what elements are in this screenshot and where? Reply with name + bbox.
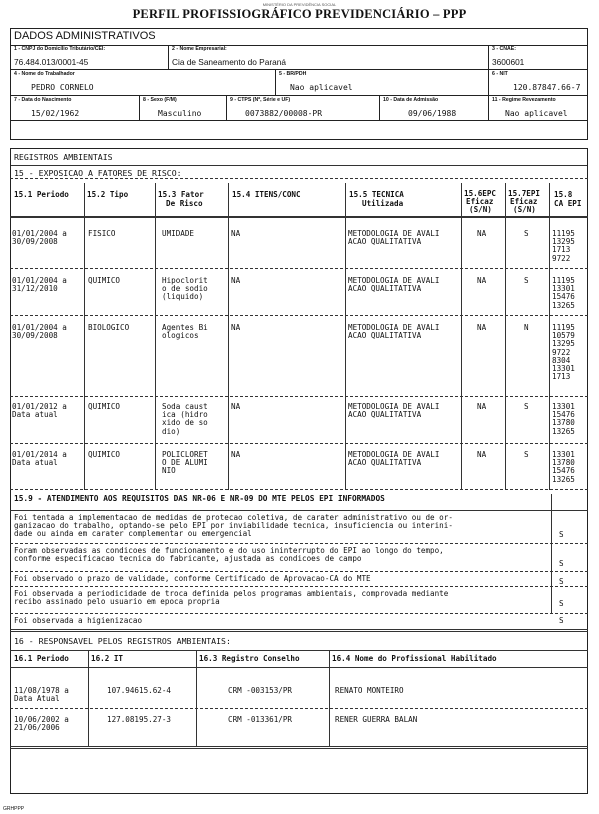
empresa-cell (169, 45, 489, 70)
req3-line (10, 613, 588, 614)
resp1-periodo: 10/06/2002 a 21/06/2006 (14, 715, 69, 733)
row1-itens: NA (231, 276, 241, 285)
resp0-nit: 107.94615.62-4 (107, 686, 172, 695)
row0-periodo: 01/01/2004 a 30/09/2008 (12, 229, 67, 247)
cnae-value: 3600601 (492, 57, 525, 67)
col-epi-header-3: (S/N) (513, 205, 536, 214)
col-ca-header-2: CA EPI (554, 199, 582, 208)
resp-col-nit: 16.2 IT (91, 654, 124, 663)
row1-tecnica: METODOLOGIA DE AVALI ACAO QUALITATIVA (348, 276, 440, 294)
row0-epc: NA (477, 229, 487, 238)
br-value: Nao aplicavel (290, 83, 353, 92)
row2-tipo: BIOLOGICO (88, 323, 130, 332)
resp-bottom-line-2 (10, 748, 588, 749)
req1-line (10, 571, 588, 572)
sec16-title: 16 - RESPONSAVEL PELOS REGISTROS AMBIENTAIS: (14, 636, 231, 646)
cnpj-label: 1 - CNPJ do Domicílio Tributário/CEI: (14, 46, 106, 52)
admissao-cell (380, 96, 489, 121)
col-epc-header-3: (S/N) (469, 205, 492, 214)
row3-tecnica: METODOLOGIA DE AVALI ACAO QUALITATIVA (348, 402, 440, 420)
row1-line (10, 315, 588, 316)
empresa-label: 2 - Nome Empresarial: (172, 46, 227, 52)
admissao-value: 09/06/1988 (408, 109, 457, 118)
sexo-value: Masculino (158, 109, 202, 118)
sec159-line (10, 510, 588, 511)
col-tecnica-header-1: 15.5 TECNICA (349, 190, 404, 199)
sexo-label: 8 - Sexo (F/M) (143, 97, 177, 103)
col-epi-header-2: Eficaz (510, 197, 538, 206)
row0-epi: S (524, 229, 529, 238)
resp0-nome: RENATO MONTEIRO (335, 686, 404, 695)
row1-ca: 11195 13301 15476 13265 (552, 276, 575, 310)
top-note: MINISTÉRIO DA PREVIDÊNCIA SOCIAL (262, 2, 337, 7)
row3-tipo: QUIMICO (88, 402, 121, 411)
req1-text: Foram observadas as condicoes de funcionamento e do uso ininterrupto do EPI ao longo do tempo, conforme especificacao tecnica do fabricante, ajustada as condicoes de campo (14, 546, 444, 564)
row0-ca: 11195 13295 1713 9722 (552, 229, 575, 263)
cnae-cell (489, 45, 587, 70)
regime-cell (489, 96, 587, 121)
trabalhador-cell (11, 70, 276, 96)
row2-epi: N (524, 323, 529, 332)
ctps-cell (227, 96, 380, 121)
resp-col-periodo: 16.1 Periodo (14, 654, 69, 663)
row4-tipo: QUIMICO (88, 450, 121, 459)
nit-label: 6 - NIT (492, 71, 508, 77)
ctps-value: 0073882/00008-PR (245, 109, 323, 118)
col-epc-header-2: Eficaz (466, 197, 494, 206)
regime-label: 11 - Regime Revezamento (492, 97, 556, 103)
sec16-line (10, 650, 588, 651)
cnpj-value: 76.484.013/0001-45 (14, 57, 89, 67)
resp-bottom-line-1 (10, 746, 588, 747)
sec16-double-line-1 (10, 629, 588, 630)
row3-line (10, 443, 588, 444)
resp-col-registro: 16.3 Registro Conselho (199, 654, 300, 663)
row2-itens: NA (231, 323, 241, 332)
sec159-title: 15.9 - ATENDIMENTO AOS REQUISITOS DAS NR-06 E NR-09 DO MTE PELOS EPI INFORMADOS (14, 494, 385, 503)
table-top-line (10, 178, 588, 179)
row2-fator: Agentes Bi ologicos (162, 323, 208, 341)
row3-ca: 13301 15476 13780 13265 (552, 402, 575, 436)
row0-fator: UMIDADE (162, 229, 195, 238)
admin-title-text: DADOS ADMINISTRATIVOS (14, 30, 156, 42)
col-ca-header-1: 15.8 (554, 190, 573, 199)
req4-ans: S (559, 616, 564, 625)
footer-code: GRHPPP (3, 806, 25, 812)
col-tipo-header: 15.2 Tipo (87, 190, 129, 199)
row4-epi: S (524, 450, 529, 459)
trabalhador-label: 4 - Nome do Trabalhador (14, 71, 75, 77)
cnae-label: 3 - CNAE: (492, 46, 516, 52)
row0-itens: NA (231, 229, 241, 238)
row2-ca: 11195 10579 13295 9722 8304 13301 1713 (552, 323, 575, 382)
resp-col-nome: 16.4 Nome do Profissional Habilitado (332, 654, 497, 663)
row0-tipo: FISICO (88, 229, 116, 238)
nascimento-value: 15/02/1962 (31, 109, 80, 118)
admin-title (11, 29, 587, 46)
registros-divider (11, 165, 587, 166)
row4-periodo: 01/01/2014 a Data atual (12, 450, 67, 468)
row2-periodo: 01/01/2004 a 30/09/2008 (12, 323, 67, 341)
resp-sep-1 (88, 651, 89, 746)
row4-itens: NA (231, 450, 241, 459)
resp-sep-3 (329, 651, 330, 746)
trabalhador-value: PEDRO CORNELO (31, 83, 94, 92)
req2-text: Foi observado o prazo de validade, conforme Certificado de Aprovacao-CA do MTE (14, 574, 371, 583)
req3-text: Foi observada a periodicidade de troca definida pelos programas ambientais, comprovada mediante recibo assinado pelo usuario em epoca propria (14, 589, 449, 607)
row1-fator: Hipoclorit o de sodio (liquido) (162, 276, 208, 302)
regime-value: Nao aplicavel (505, 109, 568, 118)
req4-text: Foi observada a higienizacao (14, 616, 143, 625)
admissao-label: 10 - Data de Admissão (383, 97, 439, 103)
header-bottom-line (10, 216, 588, 218)
resp-header-line (10, 667, 588, 668)
resp-sep-2 (196, 651, 197, 746)
nascimento-label: 7 - Data do Nascimento (14, 97, 72, 103)
empresa-value: Cia de Saneamento do Paraná (172, 57, 286, 67)
nit-value: 120.87847.66-7 (513, 83, 581, 92)
req0-line (10, 543, 588, 544)
row2-epc: NA (477, 323, 487, 332)
row1-periodo: 01/01/2004 a 31/12/2010 (12, 276, 67, 294)
resp1-registro: CRM -013361/PR (228, 715, 293, 724)
req2-line (10, 586, 588, 587)
resp1-nome: RENER GUERRA BALAN (335, 715, 418, 724)
row1-epc: NA (477, 276, 487, 285)
col-itens-header: 15.4 ITENS/CONC (232, 190, 301, 199)
col-fator-header-2: De Risco (166, 199, 203, 208)
row2-line (10, 396, 588, 397)
answer-col-line (551, 494, 552, 614)
ctps-label: 9 - CTPS (Nº, Série e UF) (230, 97, 291, 103)
req3-ans: S (559, 599, 564, 608)
registros-title: REGISTROS AMBIENTAIS (14, 152, 113, 162)
br-cell (276, 70, 489, 96)
table-bottom-line (10, 489, 588, 490)
resp1-nit: 127.08195.27-3 (107, 715, 172, 724)
col-epc-header-1: 15.6EPC (464, 189, 497, 198)
col-epi-header-1: 15.7EPI (508, 189, 541, 198)
row3-periodo: 01/01/2012 a Data atual (12, 402, 67, 420)
br-label: 5 - BR/PDH (279, 71, 307, 77)
row1-epi: S (524, 276, 529, 285)
col-periodo-header: 15.1 Periodo (14, 190, 69, 199)
req0-ans: S (559, 530, 564, 539)
row4-tecnica: METODOLOGIA DE AVALI ACAO QUALITATIVA (348, 450, 440, 468)
row0-tecnica: METODOLOGIA DE AVALI ACAO QUALITATIVA (348, 229, 440, 247)
req0-text: Foi tentada a implementacao de medidas de protecao coletiva, de carater administrativo ou de or- ganizacao do trabalho, optando-se pelo EPI por inviabilidade tecnica, insuficiencia ou interini- dade ou ainda em carater complementar ou emergencial (14, 513, 453, 539)
nascimento-cell (11, 96, 140, 121)
cnpj-cell (11, 45, 169, 70)
row4-fator: POLICLORET O DE ALUMI NIO (162, 450, 208, 476)
row3-epi: S (524, 402, 529, 411)
exposure-table (10, 178, 588, 490)
row4-ca: 13301 13780 15476 13265 (552, 450, 575, 484)
page-title: PERFIL PROFISSIOGRÁFICO PREVIDENCIÁRIO – PPP (132, 7, 467, 21)
req1-ans: S (559, 559, 564, 568)
row2-tecnica: METODOLOGIA DE AVALI ACAO QUALITATIVA (348, 323, 440, 341)
sexo-cell (140, 96, 227, 121)
nit-cell (489, 70, 587, 96)
admin-block (10, 28, 588, 140)
col-fator-header-1: 15.3 Fator (158, 190, 204, 199)
row1-tipo: QUIMICO (88, 276, 121, 285)
resp0-registro: CRM -003153/PR (228, 686, 293, 695)
row0-line (10, 268, 588, 269)
row3-epc: NA (477, 402, 487, 411)
sec16-double-line-2 (10, 631, 588, 632)
sec15-title: 15 - EXPOSICAO A FATORES DE RISCO: (14, 168, 182, 178)
resp0-periodo: 11/08/1978 a Data Atual (14, 686, 69, 704)
req2-ans: S (559, 577, 564, 586)
resp0-line (10, 708, 588, 709)
col-tecnica-header-2: Utilizada (362, 199, 404, 208)
row4-epc: NA (477, 450, 487, 459)
row3-itens: NA (231, 402, 241, 411)
row3-fator: Soda caust ica (hidro xido de so dio) (162, 402, 208, 436)
